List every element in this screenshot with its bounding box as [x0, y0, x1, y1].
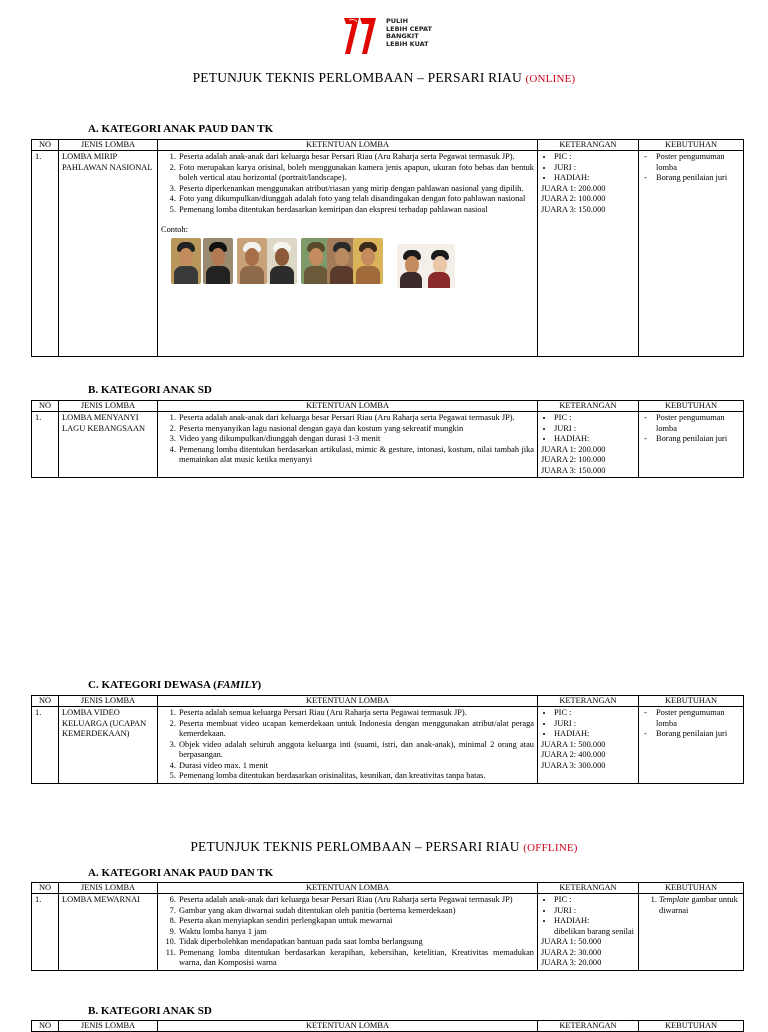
row-ketentuan — [158, 707, 538, 784]
template-emphasis: Template — [659, 895, 690, 904]
col-ketentuan: KETENTUAN LOMBA — [158, 140, 538, 151]
juara-1: JUARA 1: 50.000 — [541, 937, 602, 946]
row-jenis: LOMBA MIRIP PAHLAWAN NASIONAL — [59, 151, 158, 357]
row-keterangan — [538, 412, 639, 478]
col-jenis: JENIS LOMBA — [59, 883, 158, 894]
needs-list: - Poster pengumuman lomba - Borang penilaian juri — [642, 152, 740, 184]
col-no: NO — [32, 696, 59, 707]
needs-list: 1. Template gambar untuk diwarnai — [642, 895, 740, 916]
logo-tagline: PULIH LEBIH CEPAT BANGKIT LEBIH KUAT — [386, 17, 432, 48]
rules-list: 1. Peserta adalah anak-anak dari keluarga besar Persari Riau (Aru Raharja serta Pegawai termasuk JP). 2. Foto merupakan karya orisinal, boleh menggunakan kamera jenis apapun, ukuran foto bebas dan bentuk boleh vertical atau horizontal (portrait/landscape). 3. Peserta diperkenankan menggunakan atribut/riasan yang mirip dengan pahlawan nasional yang dipilih. 4. Foto yang dikumpulkan/diunggah adalah foto yang telah disandingakan dengan foto pahlawan nasional 5. Pemenang lomba ditentukan berdasarkan kemiripan dan ekspresi terhadap pahlawan nasioal — [161, 152, 534, 215]
juara-2: JUARA 2: 100.000 — [541, 455, 606, 464]
table-header-row — [32, 140, 744, 151]
section-heading-b-offline: B. KATEGORI ANAK SD — [88, 1005, 212, 1017]
juara-2: JUARA 2: 400.000 — [541, 750, 606, 759]
col-no: NO — [32, 401, 59, 412]
row-kebutuhan — [639, 412, 744, 478]
row-keterangan — [538, 151, 639, 357]
table-header-row — [32, 883, 744, 894]
col-ketentuan: KETENTUAN LOMBA — [158, 1021, 538, 1032]
example-photo-hero-2 — [203, 238, 233, 284]
example-photo-hero-7 — [353, 238, 383, 284]
online-title: PETUNJUK TEKNIS PERLOMBAAN – PERSARI RIAU (ONLINE) — [192, 70, 576, 85]
juara-2: JUARA 2: 30.000 — [541, 947, 602, 957]
needs-list: - Poster pengumuman lomba - Borang penilaian juri — [642, 708, 740, 740]
example-photos — [161, 238, 534, 298]
needs-list: - Poster pengumuman lomba - Borang penilaian juri — [642, 413, 740, 445]
juara-3: JUARA 3: 300.000 — [541, 760, 606, 770]
row-jenis: LOMBA MENYANYI LAGU KEBANGSAAN — [59, 412, 158, 478]
row-no: 1. — [32, 412, 59, 478]
hut-ri-77-logo — [342, 14, 462, 56]
table-row — [32, 707, 744, 784]
juara-1: JUARA 1: 200.000 — [541, 183, 606, 193]
col-kebutuhan: KEBUTUHAN — [639, 401, 744, 412]
table-row — [32, 894, 744, 971]
table-row — [32, 151, 744, 357]
juara-1: JUARA 1: 200.000 — [541, 444, 606, 454]
example-photo-hero-4 — [267, 238, 297, 284]
table-header-row — [32, 401, 744, 412]
col-jenis: JENIS LOMBA — [59, 1021, 158, 1032]
col-jenis: JENIS LOMBA — [59, 140, 158, 151]
col-keterangan: KETERANGAN — [538, 883, 639, 894]
section-heading-a-offline: A. KATEGORI ANAK PAUD DAN TK — [88, 867, 274, 879]
col-kebutuhan: KEBUTUHAN — [639, 1021, 744, 1032]
example-photo-hero-1 — [171, 238, 201, 284]
col-kebutuhan: KEBUTUHAN — [639, 140, 744, 151]
info-list: • PIC : • JURI : • HADIAH: — [541, 413, 635, 445]
col-no: NO — [32, 140, 59, 151]
row-kebutuhan — [639, 707, 744, 784]
rules-list: 1. Peserta adalah semua keluarga Persari Riau (Aru Raharja serta Pegawai termasuk JP). 2. Peserta membuat video ucapan kemerdekaan untuk Indonesia dengan menggunakan atribut/alat peraga kemerdekaan. 3. Objek video adalah seluruh anggota keluarga inti (suami, istri, dan anak-anak), minimal 2 orang atau berpasangan. 4. Durasi video max. 1 menit 5. Pemenang lomba ditentukan berdasarkan orisinalitas, keunikan, dan kreativitas tanpa batas. — [161, 708, 534, 782]
row-no: 1. — [32, 894, 59, 971]
rules-list: 1. Peserta adalah anak-anak dari keluarga besar Persari Riau (Aru Raharja serta Pegawai termasuk JP). 2. Peserta menyanyikan lagu nasional dengan gaya dan kostum yang sekreatif mungkin 3. Video yang dikumpulkan/diunggah dengan durasi 1-3 menit 4. Pemenang lomba ditentukan berdasarkan artikulasi, mimic & gesture, intonasi, kostum, nilai tambah jika memainkan alat music ketika menyanyi — [161, 413, 534, 466]
row-ketentuan — [158, 894, 538, 971]
row-keterangan — [538, 707, 639, 784]
heading-family-emphasis: FAMILY — [216, 679, 258, 691]
example-photo-kartini — [397, 244, 455, 288]
table-sd-online — [31, 400, 744, 478]
online-mode-label: (ONLINE) — [525, 73, 576, 85]
juara-3: JUARA 3: 20.000 — [541, 958, 602, 967]
info-list: • PIC : • JURI : • HADIAH: — [541, 152, 635, 184]
logo-77-mark — [342, 14, 378, 56]
juara-3: JUARA 3: 150.000 — [541, 465, 606, 475]
offline-mode-label: (OFFLINE) — [523, 842, 578, 854]
offline-title: PETUNJUK TEKNIS PERLOMBAAN – PERSARI RIAU (OFFLINE) — [190, 839, 578, 854]
rules-list: 6. Peserta adalah anak-anak dari keluarga besar Persari Riau (Aru Raharja serta Pegawai termasuk JP) 7. Gambar yang akan diwarnai sudah ditentukan oleh panitia (bertema kemerdekaan) 8. Peserta akan menyiapkan sendiri perlengkapan untuk mewarnai 9. Waktu lomba hanya 1 jam 10. Tidak diperbolehkan mendapatkan bantuan pada saat lomba berlangsung 11. Pemenang lomba ditentukan berdasarkan kerapihan, kebersihan, ketelitian, Kreativitas memadukan warna, dan Komposisi warna — [161, 895, 534, 969]
contoh-label: Contoh: — [161, 225, 188, 234]
col-keterangan: KETERANGAN — [538, 140, 639, 151]
section-heading-c-online: C. KATEGORI DEWASA (FAMILY) — [88, 679, 262, 691]
row-no: 1. — [32, 707, 59, 784]
row-ketentuan — [158, 412, 538, 478]
juara-2: JUARA 2: 100.000 — [541, 194, 606, 203]
row-keterangan — [538, 894, 639, 971]
row-jenis: LOMBA MEWARNAI — [59, 894, 158, 971]
col-jenis: JENIS LOMBA — [59, 696, 158, 707]
col-ketentuan: KETENTUAN LOMBA — [158, 696, 538, 707]
col-ketentuan: KETENTUAN LOMBA — [158, 401, 538, 412]
col-keterangan: KETERANGAN — [538, 1021, 639, 1032]
example-photo-hero-3 — [237, 238, 267, 284]
row-ketentuan — [158, 151, 538, 357]
table-paud-tk-offline — [31, 882, 744, 971]
hadiah-note: dibelikan barang senilai — [554, 926, 635, 936]
table-header-row — [32, 696, 744, 707]
table-dewasa-online — [31, 695, 744, 784]
table-row — [32, 412, 744, 478]
col-no: NO — [32, 883, 59, 894]
row-kebutuhan — [639, 151, 744, 357]
juara-1: JUARA 1: 500.000 — [541, 739, 606, 749]
table-paud-tk-online — [31, 139, 744, 357]
col-keterangan: KETERANGAN — [538, 401, 639, 412]
row-jenis: LOMBA VIDEO KELUARGA (UCAPAN KEMERDEKAAN) — [59, 707, 158, 784]
info-list: • PIC : • JURI : • HADIAH: — [541, 708, 635, 740]
row-no: 1. — [32, 151, 59, 357]
col-no: NO — [32, 1021, 59, 1032]
col-keterangan: KETERANGAN — [538, 696, 639, 707]
table-header-row — [32, 1021, 744, 1032]
col-jenis: JENIS LOMBA — [59, 401, 158, 412]
col-kebutuhan: KEBUTUHAN — [639, 696, 744, 707]
col-ketentuan: KETENTUAN LOMBA — [158, 883, 538, 894]
info-list: • PIC : • JURI : • HADIAH: — [541, 895, 635, 927]
col-kebutuhan: KEBUTUHAN — [639, 883, 744, 894]
section-heading-b-online: B. KATEGORI ANAK SD — [88, 384, 212, 396]
row-kebutuhan — [639, 894, 744, 971]
section-heading-a-online: A. KATEGORI ANAK PAUD DAN TK — [88, 123, 274, 135]
juara-3: JUARA 3: 150.000 — [541, 204, 606, 214]
table-sd-offline — [31, 1020, 744, 1032]
